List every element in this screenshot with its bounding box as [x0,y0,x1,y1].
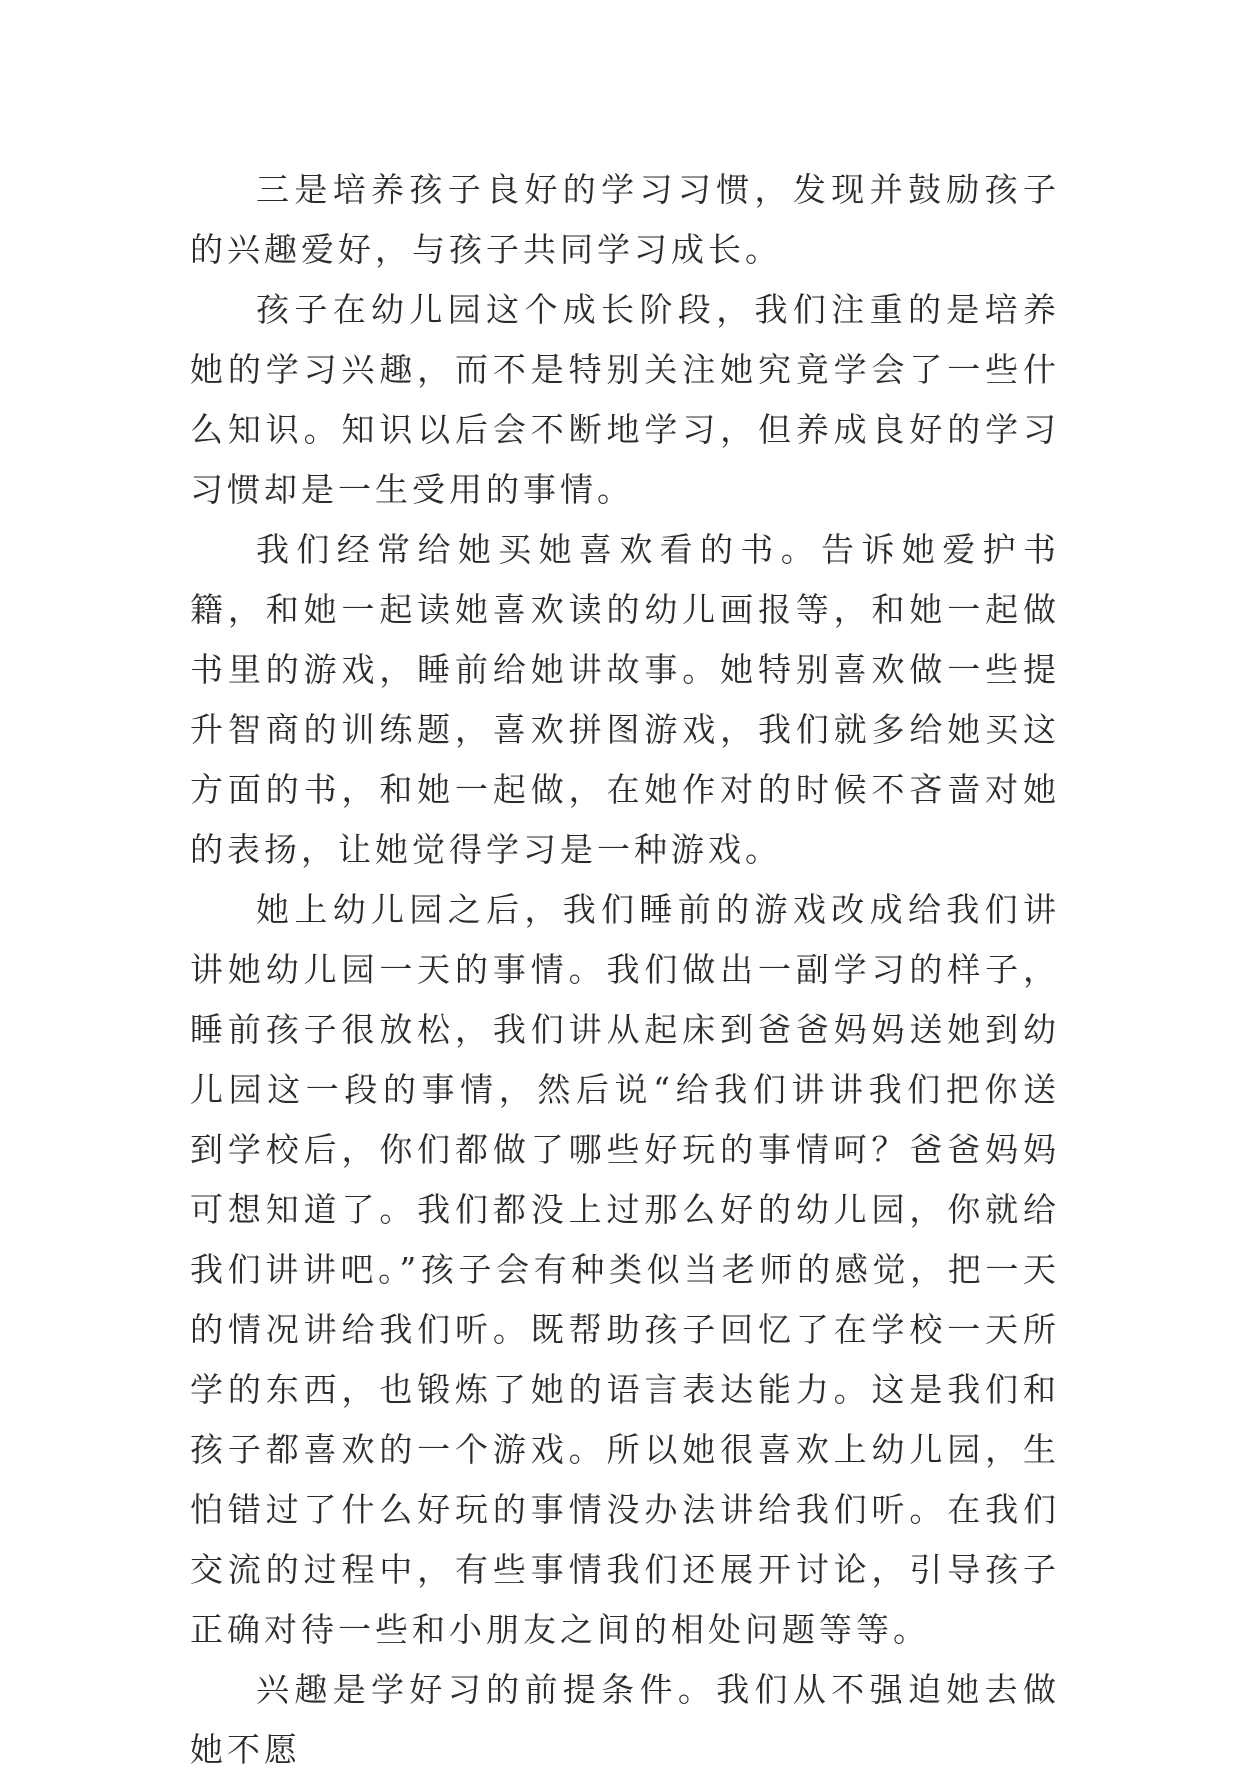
paragraph-reading-books: 我们经常给她买她喜欢看的书。告诉她爱护书籍，和她一起读她喜欢读的幼儿画报等，和她一起做书里的游戏，睡前给她讲故事。她特别喜欢做一些提升智商的训练题，喜欢拼图游戏，我们就多给她买这方面的书，和她一起做，在她作对的时候不吝啬对她的表扬，让她觉得学习是一种游戏。 [190,530,1060,869]
paragraph-bedtime-game: 她上幼儿园之后，我们睡前的游戏改成给我们讲讲她幼儿园一天的事情。我们做出一副学习的样子，睡前孩子很放松，我们讲从起床到爸爸妈妈送她到幼儿园这一段的事情，然后说“给我们讲讲我们把你送到学校后，你们都做了哪些好玩的事情呵？爸爸妈妈可想知道了。我们都没上过那么好的幼儿园，你就给我们讲讲吧。”孩子会有种类似当老师的感觉，把一天的情况讲给我们听。既帮助孩子回忆了在学校一天所学的东西，也锻炼了她的语言表达能力。这是我们和孩子都喜欢的一个游戏。所以她很喜欢上幼儿园，生怕错过了什么好玩的事情没办法讲给我们听。在我们交流的过程中，有些事情我们还展开讨论，引导孩子正确对待一些和小朋友之间的相处问题等等。 [190,890,1060,1649]
paragraph-learning-habits: 三是培养孩子良好的学习习惯，发现并鼓励孩子的兴趣爱好，与孩子共同学习成长。 [190,170,1060,269]
paragraph-learning-interest: 孩子在幼儿园这个成长阶段，我们注重的是培养她的学习兴趣，而不是特别关注她究竟学会了一些什么知识。知识以后会不断地学习，但养成良好的学习习惯却是一生受用的事情。 [190,290,1060,509]
paragraph-interest-precondition: 兴趣是学好习的前提条件。我们从不强迫她去做她不愿 [190,1670,1060,1769]
document-body [190,160,1060,1780]
